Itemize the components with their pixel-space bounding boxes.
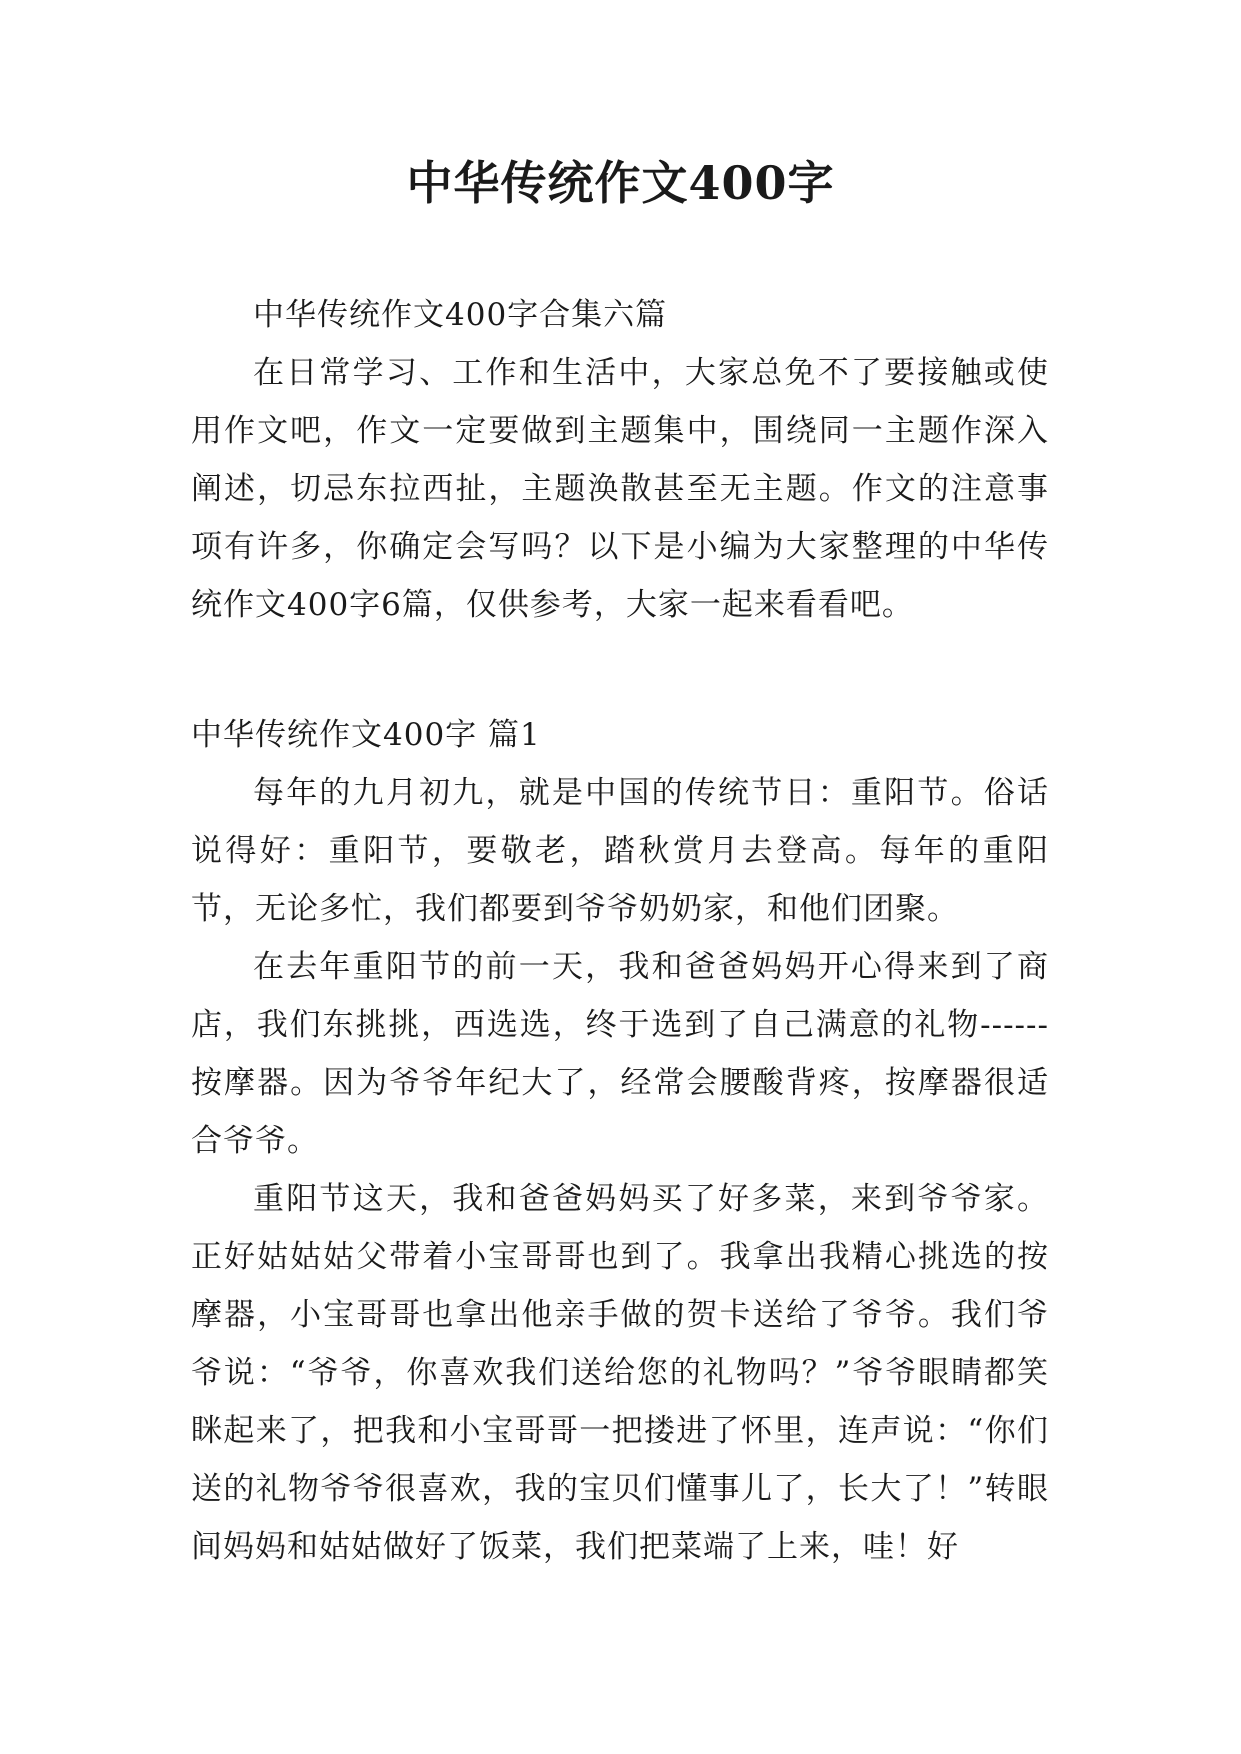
body-paragraph-3: 重阳节这天，我和爸爸妈妈买了好多菜，来到爷爷家。正好姑姑姑父带着小宝哥哥也到了。我拿出我精心挑选的按摩器，小宝哥哥也拿出他亲手做的贺卡送给了爷爷。我们爷爷说：“爷爷，你喜欢我们送给您的礼物吗？”爷爷眼睛都笑眯起来了，把我和小宝哥哥一把搂进了怀里，连声说：“你们送的礼物爷爷很喜欢，我的宝贝们懂事儿了，长大了！”转眼间妈妈和姑姑做好了饭菜，我们把菜端了上来，哇！好 — [191, 1181, 1049, 1565]
document-title: 中华传统作文400字 — [406, 156, 835, 210]
body-paragraph-1: 每年的九月初九，就是中国的传统节日：重阳节。俗话说得好：重阳节，要敬老，踏秋赏月去登高。每年的重阳节，无论多忙，我们都要到爷爷奶奶家，和他们团聚。 — [191, 775, 1049, 927]
section-heading: 中华传统作文400字 篇1 — [191, 717, 541, 753]
intro-paragraph: 在日常学习、工作和生活中，大家总免不了要接触或使用作文吧，作文一定要做到主题集中，围绕同一主题作深入阐述，切忌东拉西扯，主题涣散甚至无主题。作文的注意事项有许多，你确定会写吗？以下是小编为大家整理的中华传统作文400字6篇，仅供参考，大家一起来看看吧。 — [191, 355, 1049, 623]
body-paragraph-2: 在去年重阳节的前一天，我和爸爸妈妈开心得来到了商店，我们东挑挑，西选选，终于选到了自己满意的礼物------按摩器。因为爷爷年纪大了，经常会腰酸背疼，按摩器很适合爷爷。 — [191, 949, 1049, 1159]
document-body — [191, 286, 1049, 1576]
document-subtitle: 中华传统作文400字合集六篇 — [253, 297, 668, 333]
section-gap — [191, 634, 1049, 706]
